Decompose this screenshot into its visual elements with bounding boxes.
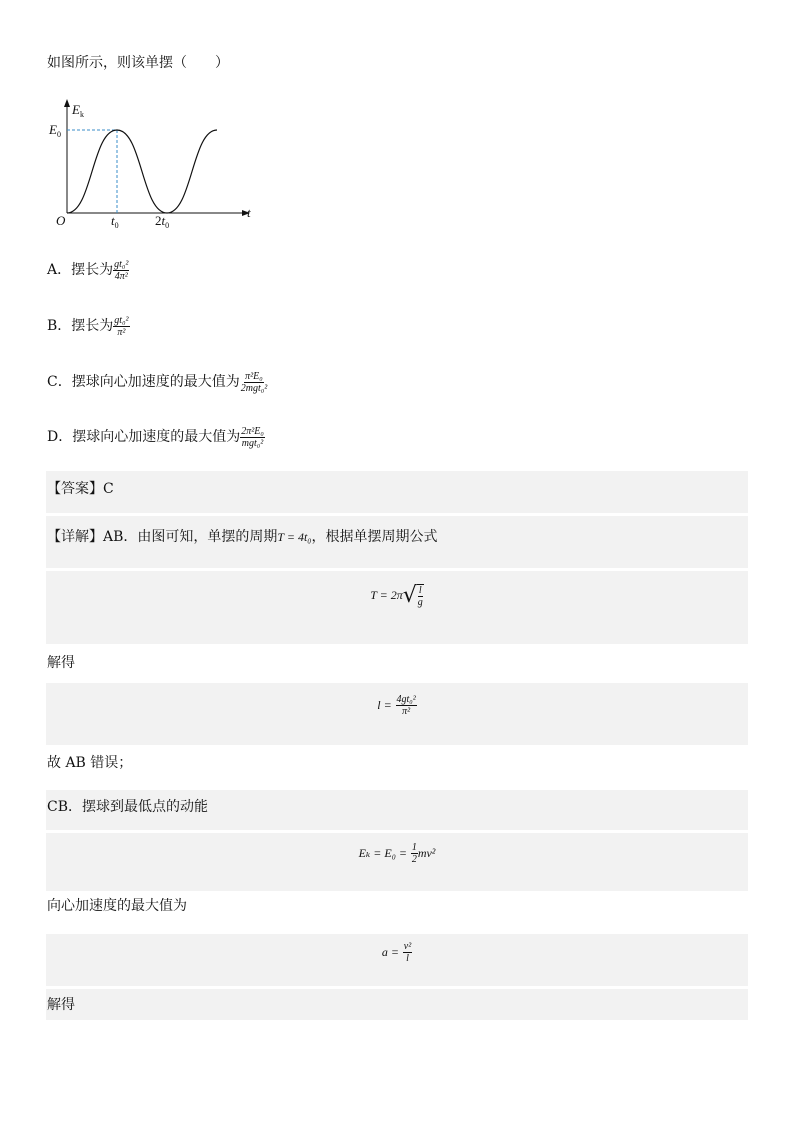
t0-label: $t_0$ <box>111 213 119 230</box>
option-a: A．摆长为 $\frac{\text{gt₀²}}{\text{4π²}}$ <box>47 258 129 282</box>
x-axis-label: t <box>247 205 251 220</box>
e0-label: $E_0$ <box>49 122 61 139</box>
energy-time-graph <box>40 98 270 233</box>
equation-period: T = 2π√ $\frac{l}{g}$ <box>370 583 423 608</box>
equation-kinetic-energy: Eₖ = E₀ = $\frac{1}{2}$ mv² <box>358 842 436 865</box>
question-stem: 如图所示，则该单摆（ ） <box>47 55 229 71</box>
equation-acceleration: a = $\frac{\text{v²}}{l}$ <box>381 941 412 964</box>
explanation-line-2: CB．摆球到最低点的动能 <box>47 799 208 815</box>
2t0-label: $2t_0$ <box>155 213 170 230</box>
y-axis-arrow <box>64 99 70 107</box>
option-d: D．摆球向心加速度的最大值为 $\frac{\text{2π²E₀}}{\text{mgt₀²}}$ <box>47 425 264 449</box>
conclusion-ab: 故 AB 错误； <box>47 755 133 771</box>
explanation-line-1: 【详解】AB．由图可知，单摆的周期T = 4t₀，根据单摆周期公式 <box>47 529 438 545</box>
y-axis-label: $E_k$ <box>72 102 84 119</box>
origin-label: O <box>56 213 66 228</box>
explanation-panel-3 <box>46 989 748 1020</box>
answer-panel <box>46 471 748 513</box>
option-b: B．摆长为 $\frac{\text{gt₀²}}{\text{π²}}$ <box>47 314 129 338</box>
solve-label-2: 解得 <box>47 997 75 1013</box>
option-c: C．摆球向心加速度的最大值为 $\frac{\text{π²E₀}}{\text{2mgt₀²}}$ <box>47 370 268 394</box>
equation-length: l = $\frac{\text{4gt₀²}}{\text{π²}}$ <box>377 694 416 717</box>
explanation-line-3: 向心加速度的最大值为 <box>47 898 187 914</box>
kinetic-energy-curve <box>67 130 217 213</box>
answer-line: 【答案】C <box>47 481 114 497</box>
solve-label-1: 解得 <box>47 655 75 671</box>
